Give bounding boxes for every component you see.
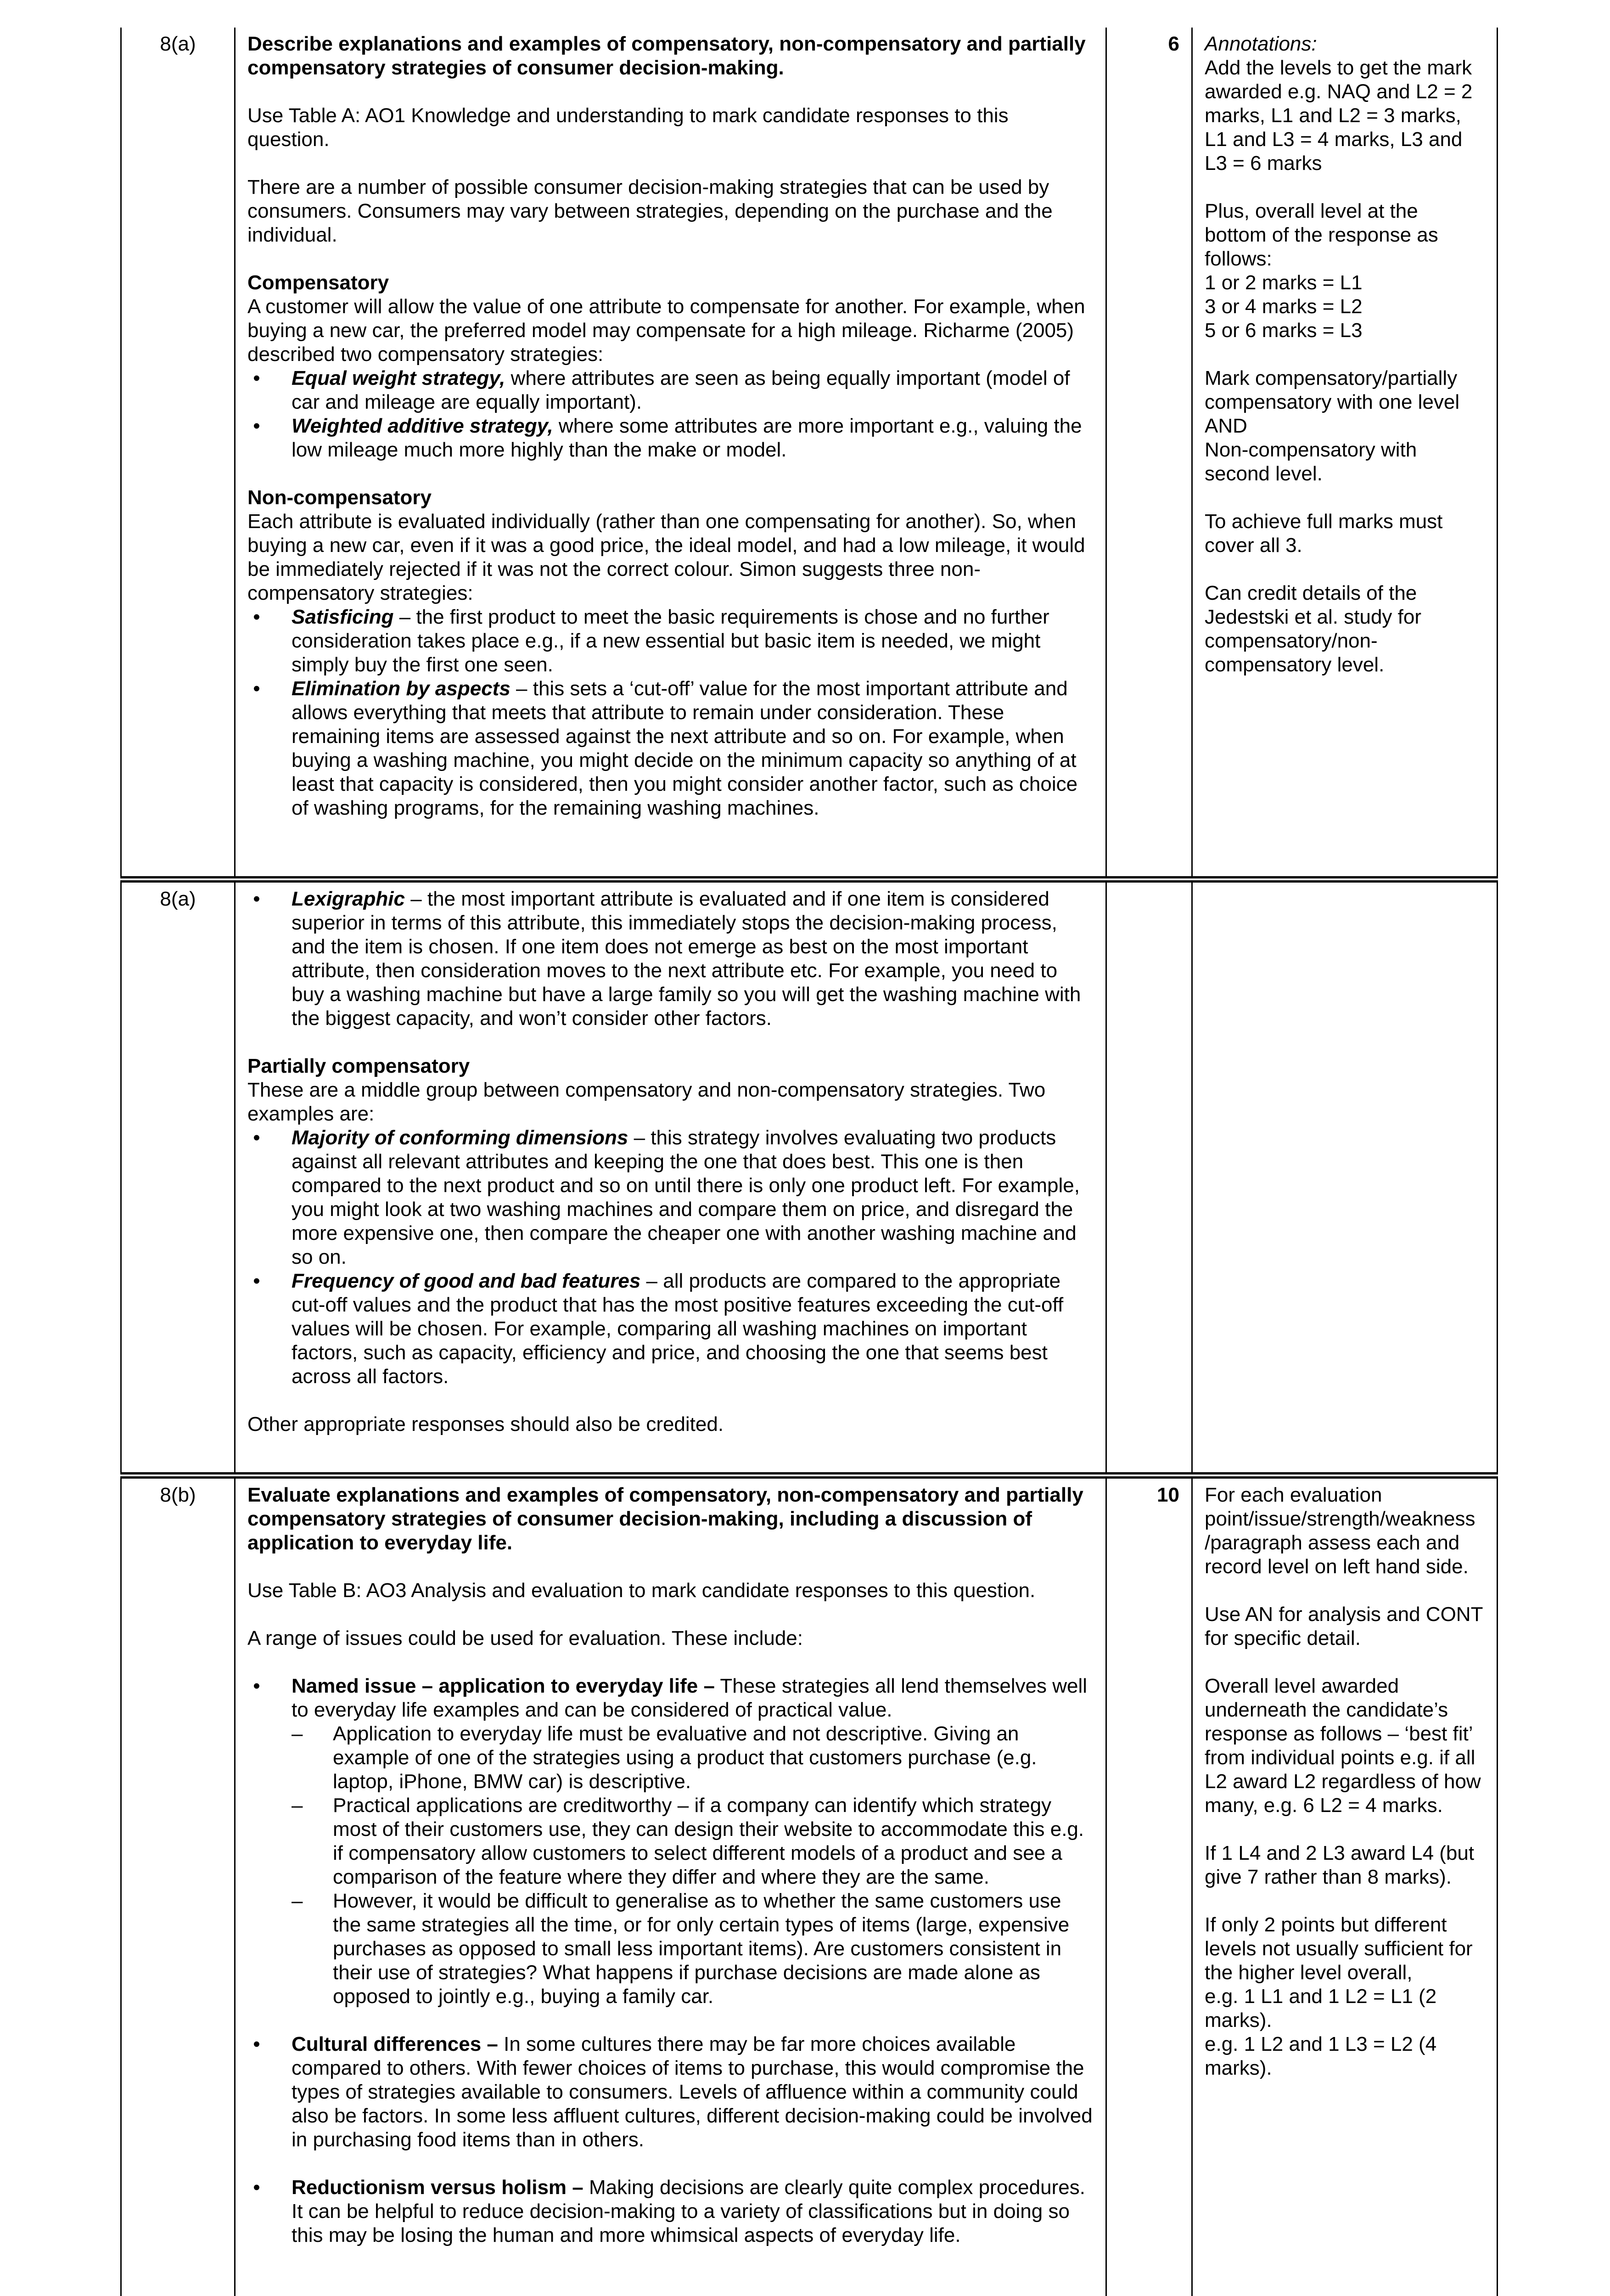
- marks-value: 6: [1106, 28, 1192, 879]
- paragraph: These are a middle group between compensatory and non-compensatory strategies. Two examples are:: [247, 1079, 1046, 1125]
- list-item: • Weighted additive strategy, where some attributes are more important e.g., valuing the low mileage much more highly than the make or model.: [292, 414, 1094, 462]
- guidance-level: 5 or 6 marks = L3: [1205, 319, 1363, 342]
- answer-cell: [235, 28, 1106, 879]
- list-item: • Frequency of good and bad features – all products are compared to the appropriate cut-off values and the product that has the most positive features exceeding the cut-off values will be chosen. For example, comparing all washing machines on important factors, such as capacity, efficiency and price, and choosing the one that seems best across all factors.: [292, 1269, 1094, 1389]
- list-item: • Equal weight strategy, where attributes are seen as being equally important (model of car and mileage are equally important).: [292, 366, 1094, 414]
- section-heading: Compensatory: [247, 271, 389, 294]
- list-item: • Satisficing – the first product to meet the basic requirements is chose and no further consideration takes place e.g., if a new essential but basic item is needed, we might simply buy the first one seen.: [292, 605, 1094, 677]
- bullet-list: [247, 887, 1094, 1030]
- question-prompt: Evaluate explanations and examples of compensatory, non-compensatory and partially compensatory strategies of consumer decision-making, including a discussion of application to everyday life.: [247, 1484, 1083, 1554]
- list-item: • Elimination by aspects – this sets a ‘cut-off’ value for the most important attribute and allows everything that meets that attribute to remain under consideration. These remaining items are assessed against the next attribute and so on. For example, when buying a washing machine, you might decide on the minimum capacity so anything of at least that capacity is considered, then you might consider another factor, such as choice of washing programs, for the remaining washing machines.: [292, 677, 1094, 820]
- bullet-list: [247, 1674, 1094, 2009]
- question-number: 8(a): [121, 28, 235, 879]
- guidance-text: Add the levels to get the mark awarded e.g. NAQ and L2 = 2 marks, L1 and L2 = 3 marks, L1 and L3 = 4 marks, L3 and L3 = 6 marks: [1205, 56, 1473, 174]
- marks-cell: [1106, 879, 1192, 1475]
- guidance-text: For each evaluation point/issue/strength/weakness /paragraph assess each and record level on left hand side.: [1205, 1484, 1475, 1578]
- list-item: • Cultural differences – In some cultures there may be far more choices available compared to others. With fewer choices of items to purchase, this would compromise the types of strategies available to consumers. Levels of affluence within a community could also be factors. In some less affluent cultures, different decision-making could be involved in purchasing food items than in others.: [292, 2032, 1094, 2152]
- guidance-example: e.g. 1 L1 and 1 L2 = L1 (2 marks).: [1205, 1985, 1437, 2032]
- guidance-level: 3 or 4 marks = L2: [1205, 295, 1363, 318]
- question-number: 8(a): [121, 879, 235, 1475]
- answer-cell: [235, 1475, 1106, 2296]
- closing-note: Other appropriate responses should also be credited.: [247, 1413, 724, 1435]
- dash-item: – Practical applications are creditworthy – if a company can identify which strategy most of their customers use, they can design their website to accommodate this e.g. if compensatory allow customers to select different models of a product and see a comparison of the feature where they differ and where they are the same.: [333, 1794, 1094, 1889]
- guidance-text: AND: [1205, 415, 1247, 437]
- section-heading: Partially compensatory: [247, 1055, 470, 1077]
- guidance-text: Mark compensatory/partially compensatory with one level: [1205, 367, 1460, 413]
- guidance-level: 1 or 2 marks = L1: [1205, 271, 1363, 294]
- question-prompt: Describe explanations and examples of compensatory, non-compensatory and partially compensatory strategies of consumer decision-making.: [247, 33, 1086, 79]
- list-item: • Reductionism versus holism – Making decisions are clearly quite complex procedures. It can be helpful to reduce decision-making to a variety of classifications but in doing so this may be losing the human and more whimsical aspects of everyday life.: [292, 2176, 1094, 2247]
- guidance-cell: [1192, 28, 1498, 879]
- bullet-list: [247, 2176, 1094, 2247]
- mark-scheme-table: [120, 28, 1498, 2296]
- dash-item: – Application to everyday life must be evaluative and not descriptive. Giving an example of one of the strategies using a product that customers purchase (e.g. laptop, iPhone, BMW car) is descriptive.: [333, 1722, 1094, 1794]
- bullet-list: [247, 2032, 1094, 2152]
- marks-value: 10: [1106, 1475, 1192, 2296]
- list-item: • Named issue – application to everyday life – These strategies all lend themselves well to everyday life examples and can be considered of practical value. – Application to everyday life must be evaluative and not descriptive. Giving an example of one of the strategies using a product that customers purchase (e.g. laptop, iPhone, BMW car) is descriptive. – Practical applications are creditworthy – if a company can identify which strategy most of their customers use, they can design their website to accommodate this e.g. if compensatory allow customers to select different models of a product and see a comparison of the feature where they differ and where they are the same. – However, it would be difficult to generalise as to whether the same customers use the same strategies all the time, or for only certain types of items (large, expensive purchases as opposed to small less important items). Are customers consistent in their use of strategies? What happens if purchase decisions are made alone as opposed to jointly e.g., buying a family car.: [292, 1674, 1094, 2009]
- list-item: • Lexigraphic – the most important attribute is evaluated and if one item is considered superior in terms of this attribute, this immediately stops the decision-making process, and the item is chosen. If one item does not emerge as best on the most important attribute, then consideration moves to the next attribute etc. For example, you need to buy a washing machine but have a large family so you will get the washing machine with the biggest capacity, and won’t consider other factors.: [292, 887, 1094, 1030]
- section-heading: Non-compensatory: [247, 486, 432, 509]
- guidance-text: If only 2 points but different levels not usually sufficient for the higher level overall,: [1205, 1913, 1473, 1984]
- bullet-list: [247, 366, 1094, 462]
- paragraph: Each attribute is evaluated individually (rather than one compensating for another). So, when buying a new car, even if it was a good price, the ideal model, and had a low mileage, it would be immediately rejected if it was not the correct colour. Simon suggests three non-compensatory strategies:: [247, 510, 1085, 604]
- guidance-text: Plus, overall level at the bottom of the response as follows:: [1205, 200, 1438, 270]
- question-number: 8(b): [121, 1475, 235, 2296]
- paragraph: There are a number of possible consumer decision-making strategies that can be used by consumers. Consumers may vary between strategies, depending on the purchase and the individual.: [247, 176, 1053, 246]
- paragraph: A range of issues could be used for evaluation. These include:: [247, 1627, 803, 1649]
- guidance-text: Overall level awarded underneath the candidate’s response as follows – ‘best fit’ from individual points e.g. if all L2 award L2 regardless of how many, e.g. 6 L2 = 4 marks.: [1205, 1675, 1481, 1817]
- guidance-title: Annotations:: [1205, 33, 1317, 55]
- list-item: • Majority of conforming dimensions – this strategy involves evaluating two products against all relevant attributes and keeping the one that does best. This one is then compared to the next product and so on until there is only one product left. For example, you might look at two washing machines and compare them on price, and disregard the more expensive one, then compare the cheaper one with another washing machine and so on.: [292, 1126, 1094, 1269]
- answer-cell: [235, 879, 1106, 1475]
- table-row: [121, 1475, 1498, 2296]
- guidance-text: Non-compensatory with second level.: [1205, 439, 1417, 485]
- guidance-cell: [1192, 1475, 1498, 2296]
- table-row: [121, 879, 1498, 1475]
- table-row: [121, 28, 1498, 879]
- use-table-note: Use Table B: AO3 Analysis and evaluation to mark candidate responses to this question.: [247, 1579, 1036, 1602]
- guidance-text: Can credit details of the Jedestski et al. study for compensatory/non-compensatory level.: [1205, 582, 1421, 676]
- guidance-cell: [1192, 879, 1498, 1475]
- dash-list: [292, 1722, 1094, 2009]
- guidance-text: To achieve full marks must cover all 3.: [1205, 510, 1443, 557]
- use-table-note: Use Table A: AO1 Knowledge and understanding to mark candidate responses to this question.: [247, 104, 1009, 151]
- guidance-example: e.g. 1 L2 and 1 L3 = L2 (4 marks).: [1205, 2033, 1437, 2079]
- bullet-list: [247, 1126, 1094, 1389]
- guidance-text: Use AN for analysis and CONT for specific detail.: [1205, 1603, 1483, 1649]
- dash-item: – However, it would be difficult to generalise as to whether the same customers use the same strategies all the time, or for only certain types of items (large, expensive purchases as opposed to small less important items). Are customers consistent in their use of strategies? What happens if purchase decisions are made alone as opposed to jointly e.g., buying a family car.: [333, 1889, 1094, 2009]
- guidance-text: If 1 L4 and 2 L3 award L4 (but give 7 rather than 8 marks).: [1205, 1842, 1475, 1888]
- paragraph: A customer will allow the value of one attribute to compensate for another. For example, when buying a new car, the preferred model may compensate for a high mileage. Richarme (2005) described two compensatory strategies:: [247, 295, 1085, 366]
- bullet-list: [247, 605, 1094, 820]
